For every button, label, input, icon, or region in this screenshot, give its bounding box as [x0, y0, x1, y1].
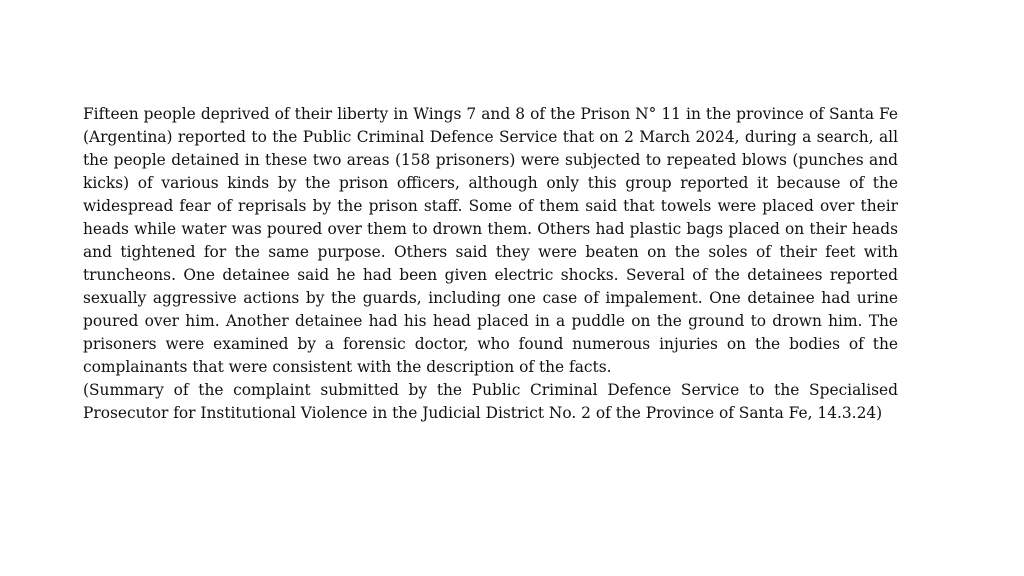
- complaint-text-block: [83, 103, 898, 425]
- complaint-body-paragraph: Fifteen people deprived of their liberty in Wings 7 and 8 of the Prison N° 11 in the province of Santa Fe (Argentina) reported to the Public Criminal Defence Service that on 2 March 2024, during a search, all the people detained in these two areas (158 prisoners) were subjected to repeated blows (punches and kicks) of various kinds by the prison officers, although only this group reported it because of the widespread fear of reprisals by the prison staff. Some of them said that towels were placed over their heads while water was poured over them to drown them. Others had plastic bags placed on their heads and tightened for the same purpose. Others said they were beaten on the soles of their feet with truncheons. One detainee said he had been given electric shocks. Several of the detainees reported sexually aggressive actions by the guards, including one case of impalement. One detainee had urine poured over him. Another detainee had his head placed in a puddle on the ground to drown him. The prisoners were examined by a forensic doctor, who found numerous injuries on the bodies of the complainants that were consistent with the description of the facts.: [83, 105, 898, 376]
- complaint-source-citation: (Summary of the complaint submitted by the Public Criminal Defence Service to the Specialised Prosecutor for Institutional Violence in the Judicial District No. 2 of the Province of Santa Fe, 14.3.24): [83, 381, 898, 422]
